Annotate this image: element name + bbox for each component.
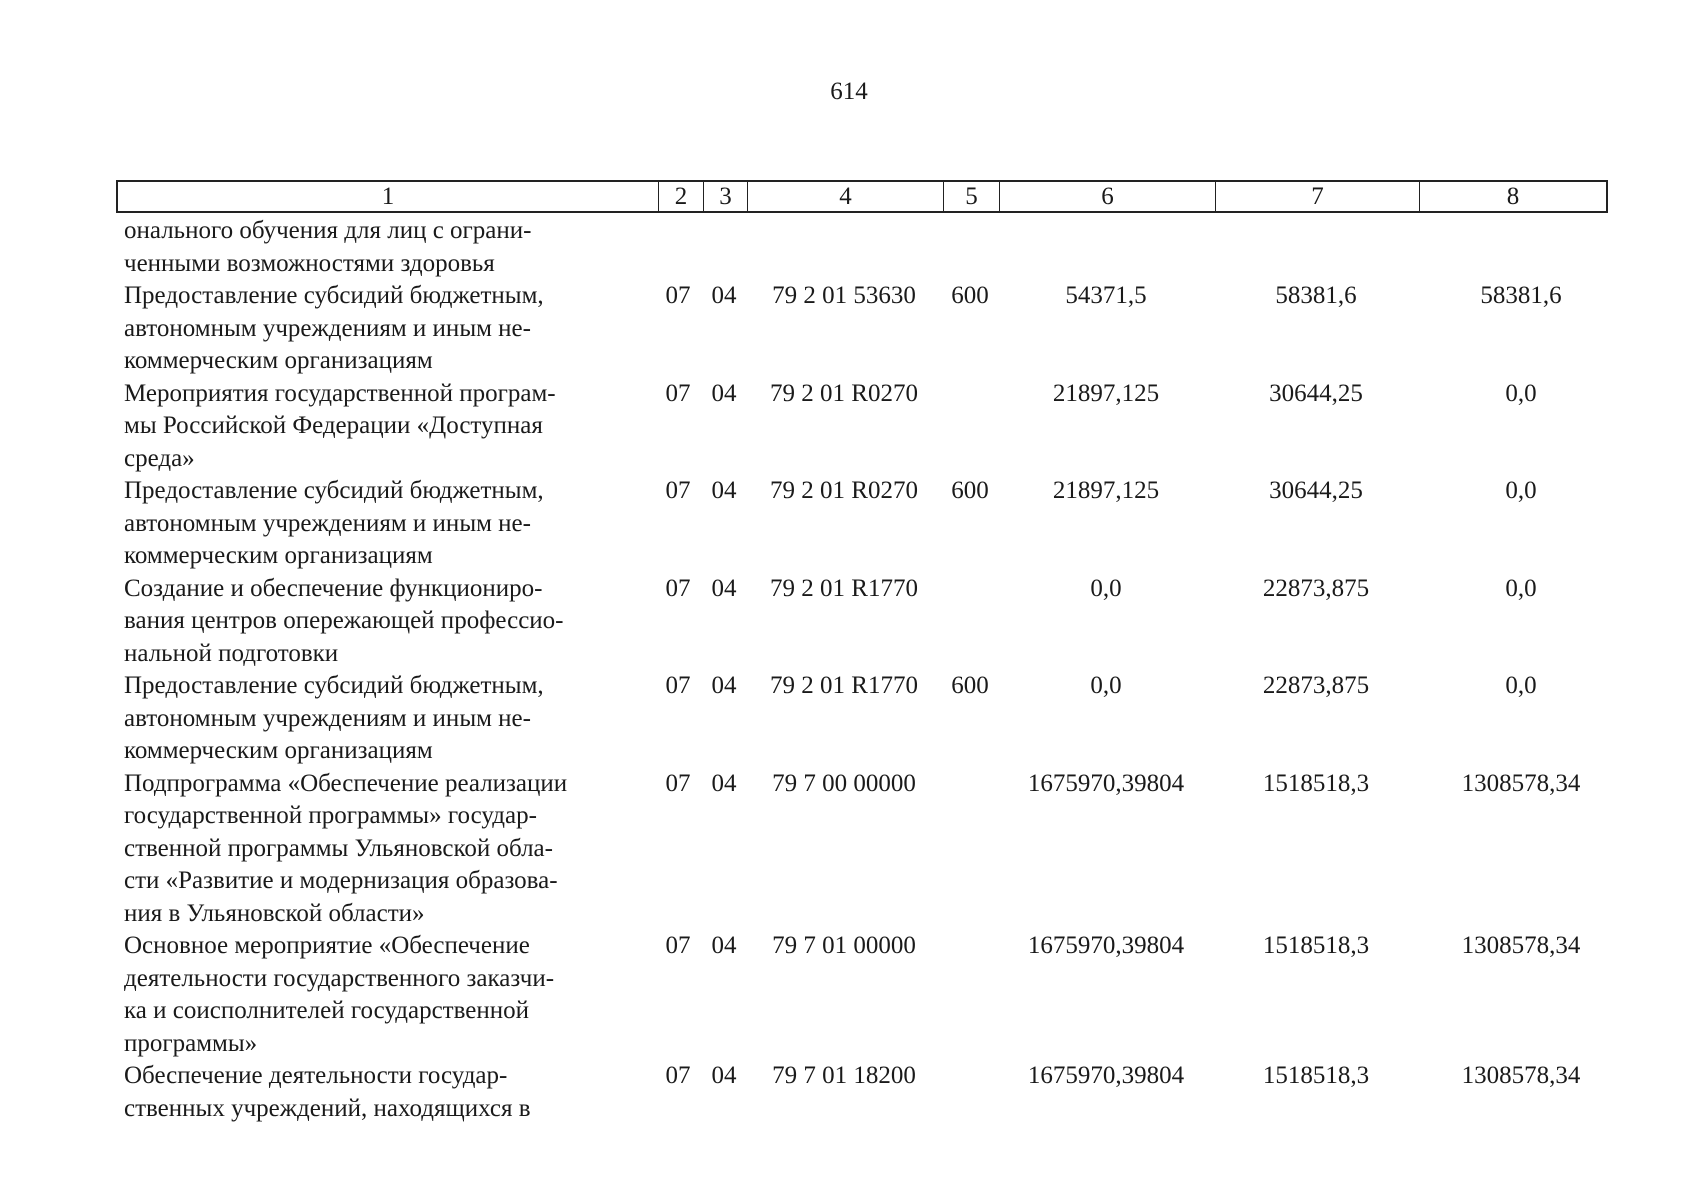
description-line: вания центров опережающей профессио-: [124, 607, 564, 634]
description-line: ственной программы Ульяновской обла-: [124, 834, 553, 862]
table-row: [116, 378, 1608, 476]
description-line: Обеспечение деятельности государ-: [124, 1062, 508, 1089]
cell-col-6: 54371,5: [1065, 282, 1147, 309]
table-row: [116, 280, 1608, 378]
cell-col-2: 07: [665, 379, 691, 407]
row-description: [124, 670, 636, 768]
table-row: [116, 768, 1608, 931]
column-header-8: 8: [1506, 182, 1520, 210]
column-header-3: 3: [704, 182, 748, 211]
description-line: среда»: [124, 444, 195, 472]
row-description: [124, 215, 636, 280]
cell-col-8: 58381,6: [1480, 282, 1562, 309]
cell-col-3: 04: [711, 574, 737, 602]
cell-col-8: 0,0: [1505, 672, 1537, 699]
description-line: деятельности государственного заказчи-: [124, 964, 555, 992]
cell-col-6: 21897,125: [1052, 379, 1160, 407]
description-line: Мероприятия государственной програм-: [124, 379, 556, 407]
cell-col-4: 79 2 01 R1770: [770, 672, 918, 699]
row-description: [124, 768, 636, 931]
cell-col-7: 58381,6: [1275, 282, 1357, 309]
cell-col-7: 22873,875: [1262, 574, 1370, 602]
cell-col-4: 79 2 01 R0270: [770, 477, 918, 504]
cell-col-8: 0,0: [1505, 379, 1537, 407]
cell-col-6: 21897,125: [1052, 477, 1160, 504]
table-row: [116, 1060, 1608, 1125]
cell-col-4: 79 2 01 R0270: [770, 379, 918, 407]
description-line: Подпрограмма «Обеспечение реализации: [124, 769, 568, 797]
cell-col-2: 07: [665, 574, 691, 602]
cell-col-8: 0,0: [1505, 574, 1537, 602]
description-line: государственной программы» государ-: [124, 802, 537, 829]
description-line: сти «Развитие и модернизация образова-: [124, 867, 558, 894]
cell-col-3: 04: [711, 1062, 737, 1089]
cell-col-3: 04: [711, 672, 737, 699]
description-line: автономным учреждениям и иным не-: [124, 704, 531, 732]
description-line: программы»: [124, 1029, 258, 1057]
description-line: нальной подготовки: [124, 639, 339, 667]
description-line: ченными возможностями здоровья: [124, 249, 495, 277]
cell-col-3: 04: [711, 379, 737, 407]
column-header-1: 1: [118, 182, 659, 211]
row-description: [124, 475, 636, 573]
description-line: Основное мероприятие «Обеспечение: [124, 932, 530, 959]
cell-col-2: 07: [665, 769, 691, 797]
description-line: ния в Ульяновской области»: [124, 899, 425, 927]
page-number: 614: [830, 78, 868, 105]
row-description: [124, 280, 636, 378]
cell-col-3: 04: [711, 282, 737, 309]
description-line: Предоставление субсидий бюджетным,: [124, 672, 544, 699]
cell-col-6: 0,0: [1090, 574, 1122, 602]
description-line: ственных учреждений, находящихся в: [124, 1094, 531, 1122]
cell-col-2: 07: [665, 477, 691, 504]
cell-col-3: 04: [711, 769, 737, 797]
cell-col-7: 1518518,3: [1262, 932, 1370, 959]
row-description: [124, 930, 636, 1060]
row-description: [124, 573, 636, 671]
description-line: автономным учреждениям и иным не-: [124, 509, 531, 537]
cell-col-4: 79 2 01 R1770: [770, 574, 918, 602]
table-body: [116, 215, 1608, 1125]
table-row: [116, 215, 1608, 280]
cell-col-2: 07: [665, 932, 691, 959]
cell-col-7: 30644,25: [1269, 477, 1363, 504]
table-row: [116, 475, 1608, 573]
cell-col-3: 04: [711, 477, 737, 504]
cell-col-7: 1518518,3: [1262, 1062, 1370, 1089]
cell-col-8: 1308578,34: [1461, 1062, 1581, 1089]
cell-col-6: 0,0: [1090, 672, 1122, 699]
cell-col-7: 30644,25: [1269, 379, 1363, 407]
column-header-2: 2: [659, 182, 704, 211]
cell-col-8: 1308578,34: [1461, 769, 1581, 797]
table-row: [116, 930, 1608, 1060]
cell-col-6: 1675970,39804: [1027, 769, 1185, 797]
column-header-7: 7: [1216, 182, 1420, 211]
row-description: [124, 1060, 636, 1125]
cell-col-6: 1675970,39804: [1027, 1062, 1185, 1089]
cell-col-5: 600: [951, 282, 989, 309]
description-line: Создание и обеспечение функциониро-: [124, 574, 543, 602]
cell-col-8: 1308578,34: [1461, 932, 1581, 959]
column-header-5: 5: [944, 182, 1000, 211]
cell-col-2: 07: [665, 1062, 691, 1089]
cell-col-7: 22873,875: [1262, 672, 1370, 699]
description-line: онального обучения для лиц с ограни-: [124, 217, 532, 244]
description-line: Предоставление субсидий бюджетным,: [124, 477, 544, 504]
column-header-6: 6: [1000, 182, 1216, 211]
table-column-header: [116, 180, 1608, 213]
cell-col-4: 79 7 01 00000: [772, 932, 916, 959]
description-line: коммерческим организациям: [124, 542, 433, 569]
cell-col-5: 600: [951, 672, 989, 699]
table-row: [116, 670, 1608, 768]
cell-col-4: 79 7 00 00000: [772, 769, 916, 797]
cell-col-3: 04: [711, 932, 737, 959]
row-description: [124, 378, 636, 476]
column-header-4: 4: [748, 182, 944, 211]
cell-col-7: 1518518,3: [1262, 769, 1370, 797]
description-line: ка и соисполнителей государственной: [124, 997, 529, 1024]
cell-col-2: 07: [665, 282, 691, 309]
description-line: мы Российской Федерации «Доступная: [124, 412, 543, 439]
description-line: коммерческим организациям: [124, 347, 433, 374]
description-line: автономным учреждениям и иным не-: [124, 314, 531, 342]
description-line: коммерческим организациям: [124, 737, 433, 764]
description-line: Предоставление субсидий бюджетным,: [124, 282, 544, 309]
cell-col-4: 79 2 01 53630: [772, 282, 916, 309]
cell-col-4: 79 7 01 18200: [772, 1062, 916, 1089]
cell-col-8: 0,0: [1505, 477, 1537, 504]
cell-col-5: 600: [951, 477, 989, 504]
table-row: [116, 573, 1608, 671]
cell-col-2: 07: [665, 672, 691, 699]
cell-col-6: 1675970,39804: [1027, 932, 1185, 959]
